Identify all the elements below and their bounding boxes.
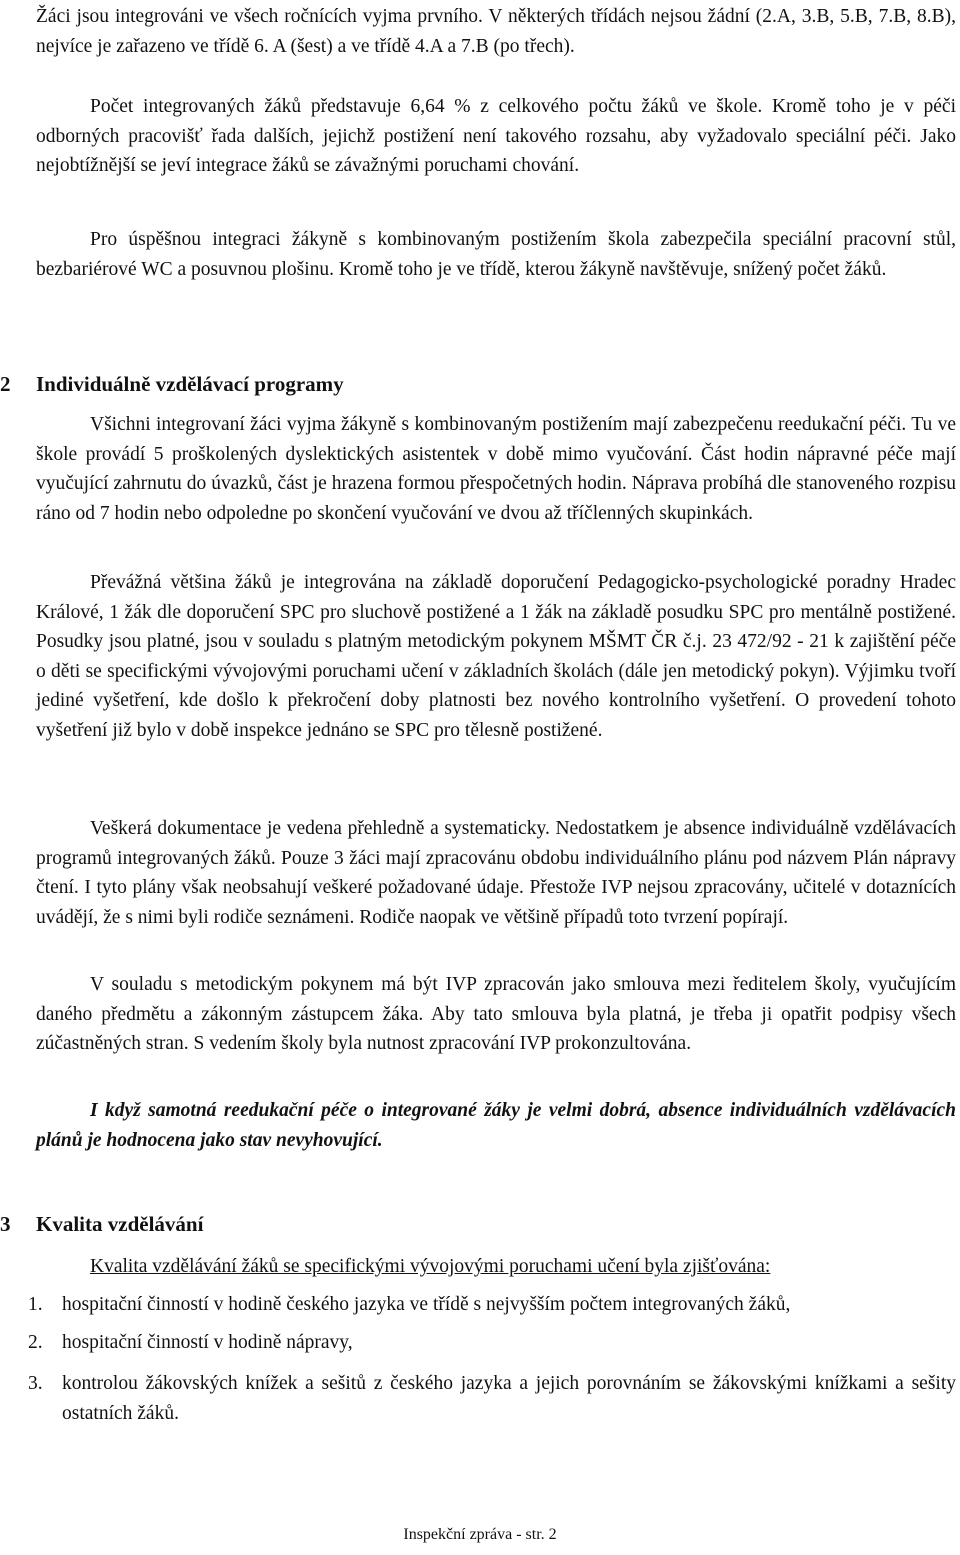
section-3-title: Kvalita vzdělávání [36, 1212, 204, 1236]
section-3-number: 3 [0, 1212, 11, 1236]
paragraph-integration-classes: Žáci jsou integrováni ve všech ročnících vyjma prvního. V některých třídách nejsou žádní (2.A, 3.B, 5.B, 7.B, 8.B), nejvíce je zařazeno ve třídě 6. A (šest) a ve třídě 4.A a 7.B (po třech). [36, 6, 956, 57]
paragraph-integration-share: Počet integrovaných žáků představuje 6,64 % z celkového počtu žáků ve škole. Kromě toho je v péči odborných pracovišť řada dalších, jejichž postižení není takového rozsahu, aby vyžadovalo speciální péči. Jako nejobtížnější se jeví integrace žáků se závažnými poruchami chování. [36, 96, 956, 176]
list-item-number: 2. [28, 1331, 43, 1353]
section-2-heading [0, 370, 344, 398]
paragraph-reeducation: Všichni integrovaní žáci vyjma žákyně s kombinovaným postižením mají zabezpečenu reedukační péči. Tu ve škole provádí 5 proškolených dyslektických asistentek v době mimo vyučování. Část hodin nápravné péče mají vyučující zahrnutu do úvazků, část je hrazena formou přespočetných hodin. Náprava probíhá dle stanoveného rozpisu ráno od 7 hodin nebo odpoledne po skončení vyučování ve dvou až tříčlenných skupinkách. [36, 414, 956, 524]
paragraph-ivp-contract: V souladu s metodickým pokynem má být IVP zpracován jako smlouva mezi ředitelem školy, vyučujícím daného předmětu a zákonným zástupcem žáka. Aby tato smlouva byla platná, je třeba ji opatřit podpisy všech zúčastněných stran. S vedením školy byla nutnost zpracování IVP prokonzultována. [36, 974, 956, 1054]
list-item-text: kontrolou žákovských knížek a sešitů z českého jazyka a jejich porovnáním se žákovskými knížkami a sešity ostatních žáků. [62, 1373, 956, 1424]
list-item [0, 1328, 956, 1358]
section-3-heading [0, 1210, 203, 1238]
section-3-intro-text: Kvalita vzdělávání žáků se specifickými vývojovými poruchami učení byla zjišťována: [90, 1256, 771, 1277]
list-item [0, 1290, 956, 1320]
paragraph-integration-equipment: Pro úspěšnou integraci žákyně s kombinovaným postižením škola zabezpečila speciální pracovní stůl, bezbariérové WC a posuvnou plošinu. Kromě toho je ve třídě, kterou žákyně navštěvuje, snížený počet žáků. [36, 229, 956, 280]
section-3-intro [36, 1252, 956, 1282]
evaluation-method-list [0, 1290, 956, 1428]
list-item-number: 1. [28, 1294, 43, 1315]
section-2-title: Individuálně vzdělávací programy [36, 372, 344, 396]
page-footer: Inspekční zpráva - str. 2 [403, 1526, 557, 1543]
list-item [0, 1369, 956, 1428]
paragraph-evaluation: I když samotná reedukační péče o integrované žáky je velmi dobrá, absence individuálních vzdělávacích plánů je hodnocena jako stav nevyhovující. [36, 1100, 956, 1151]
list-item-number: 3. [28, 1373, 43, 1394]
paragraph-recommendations: Převážná většina žáků je integrována na základě doporučení Pedagogicko-psychologické poradny Hradec Králové, 1 žák dle doporučení SPC pro sluchově postižené a 1 žák na základě posudku SPC pro mentálně postižené. Posudky jsou platné, jsou v souladu s platným metodickým pokynem MŠMT ČR č.j. 23 472/92 - 21 k zajištění péče o děti se specifickými vývojovými poruchami učení v základních školách (dále jen metodický pokyn). Výjimku tvoří jediné vyšetření, kde došlo k překročení doby platnosti bez nového kontrolního vyšetření. O provedení tohoto vyšetření již bylo v době inspekce jednáno se SPC pro tělesně postižené. [36, 572, 956, 741]
list-item-text: hospitační činností v hodině českého jazyka ve třídě s nejvyšším počtem integrovaných žáků, [62, 1294, 791, 1315]
section-2-number: 2 [0, 372, 11, 396]
list-item-text: hospitační činností v hodině nápravy, [62, 1331, 353, 1353]
paragraph-documentation: Veškerá dokumentace je vedena přehledně a systematicky. Nedostatkem je absence individuálně vzdělávacích programů integrovaných žáků. Pouze 3 žáci mají zpracovánu obdobu individuálního plánu pod názvem Plán nápravy čtení. I tyto plány však neobsahují veškeré požadované údaje. Přestože IVP nejsou zpracovány, učitelé v dotaznících uvádějí, že s nimi byli rodiče seznámeni. Rodiče naopak ve většině případů toto tvrzení popírají. [36, 818, 956, 928]
